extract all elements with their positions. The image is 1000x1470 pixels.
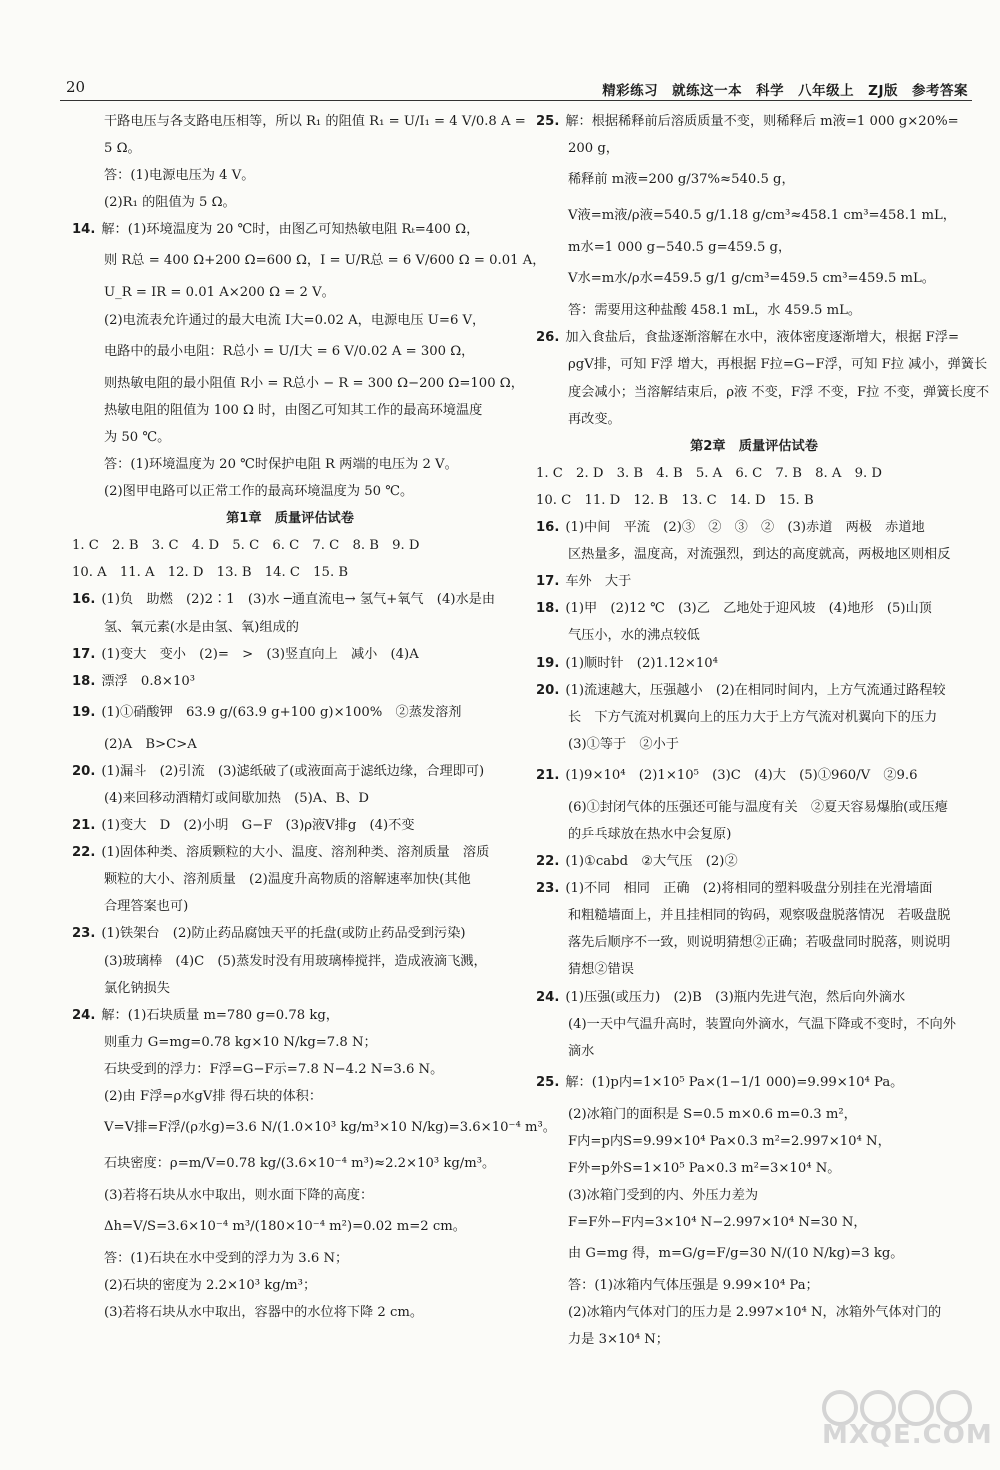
question-number: 18. bbox=[536, 601, 560, 617]
question-number: 23. bbox=[72, 926, 96, 942]
answer-line bbox=[72, 334, 508, 370]
answer-line bbox=[72, 559, 508, 586]
answer-text: 稀释前 m液=200 g/37%≈540.5 g， bbox=[568, 172, 795, 188]
answer-text: (1)压强(或压力) (2)B (3)瓶内先进气泡，然后向外滴水 bbox=[565, 989, 906, 1005]
question-number: 24. bbox=[72, 1007, 96, 1023]
answer-text: (1)顺时针 (2)1.12×10⁴ bbox=[565, 655, 718, 671]
question-number: 19. bbox=[72, 704, 96, 720]
answer-line bbox=[72, 1182, 508, 1209]
answer-text: (3)玻璃棒 (4)C (5)蒸发时没有用玻璃棒搅拌，造成液滴飞溅， bbox=[104, 953, 487, 969]
answer-line bbox=[536, 406, 972, 433]
answer-line bbox=[536, 1326, 972, 1353]
answer-text: (1)变大 D (2)小明 G−F (3)ρ液V排g (4)不变 bbox=[101, 818, 415, 834]
answer-line bbox=[536, 929, 972, 956]
answer-text: (1)①硝酸钾 63.9 g/(63.9 g+100 g)×100% ②蒸发溶剂 bbox=[101, 704, 462, 720]
question-number: 16. bbox=[536, 520, 560, 536]
answer-line bbox=[72, 1209, 508, 1245]
answer-line bbox=[72, 216, 508, 243]
answer-line bbox=[536, 108, 972, 135]
question-number: 25. bbox=[536, 1074, 560, 1090]
answer-text: 车外 大于 bbox=[565, 574, 632, 590]
answer-text: V=V排=F浮/(ρ水g)=3.6 N/(1.0×10³ kg/m³×10 N/kg)=3.6×10⁻⁴ m³。 bbox=[104, 1120, 556, 1136]
answer-line bbox=[72, 614, 508, 641]
answer-line bbox=[72, 279, 508, 306]
answer-line bbox=[536, 568, 972, 595]
answer-text: (2)电流表允许通过的最大电流 I大=0.02 A，电源电压 U=6 V， bbox=[104, 312, 486, 328]
question-number: 21. bbox=[536, 767, 560, 783]
question-number: 22. bbox=[72, 845, 96, 861]
answer-line bbox=[72, 695, 508, 731]
answer-text: 电路中的最小电阻：R总小 = U/I大 = 6 V/0.02 A = 300 Ω， bbox=[104, 343, 475, 359]
answer-line bbox=[536, 324, 972, 351]
question-number: 26. bbox=[536, 330, 560, 346]
answer-line bbox=[536, 297, 972, 324]
answer-line bbox=[72, 1110, 556, 1146]
question-number: 17. bbox=[72, 646, 96, 662]
question-number: 24. bbox=[536, 989, 560, 1005]
answer-text: Δh=V/S=3.6×10⁻⁴ m³/(180×10⁻⁴ m²)=0.02 m=2 cm。 bbox=[104, 1219, 466, 1235]
question-number: 18. bbox=[72, 673, 96, 689]
answer-text: 答：(1)电源电压为 4 V。 bbox=[104, 168, 255, 184]
answer-line bbox=[72, 162, 508, 189]
answer-text: (1)9×10⁴ (2)1×10⁵ (3)C (4)大 (5)①960/V ②9.6 bbox=[565, 767, 918, 783]
answer-text: F外=p外S=1×10⁵ Pa×0.3 m²=3×10⁴ N。 bbox=[568, 1161, 841, 1176]
answer-text: (2)冰箱门的面积是 S=0.5 m×0.6 m=0.3 m²， bbox=[568, 1106, 857, 1122]
answer-text: F=F外−F内=3×10⁴ N−2.997×10⁴ N=30 N， bbox=[568, 1215, 867, 1231]
answer-text: 石块受到的浮力：F浮=G−F示=7.8 N−4.2 N=3.6 N。 bbox=[104, 1061, 444, 1077]
question-number: 22. bbox=[536, 854, 560, 870]
answer-line bbox=[536, 1209, 972, 1236]
answer-line bbox=[536, 984, 972, 1011]
answer-line bbox=[536, 541, 972, 568]
right-column bbox=[536, 108, 990, 1354]
answer-text: F内=p内S=9.99×10⁴ Pa×0.3 m²=2.997×10⁴ N， bbox=[568, 1133, 891, 1149]
answer-text: 落先后顺序不一致，则说明猜想②正确；若吸盘同时脱落，则说明 bbox=[568, 935, 951, 951]
answer-line bbox=[536, 875, 972, 902]
answer-text: (2)由 F浮=ρ水gV排 得石块的体积： bbox=[104, 1089, 323, 1104]
answer-text: 区热量多，温度高，对流强烈，到达的高度就高，两极地区则相反 bbox=[568, 547, 951, 563]
answer-text: V液=m液/ρ液=540.5 g/1.18 g/cm³≈458.1 cm³=458.1 mL， bbox=[568, 208, 956, 224]
answer-line bbox=[72, 641, 508, 668]
answer-text: (1)变大 变小 (2)= > (3)竖直向上 减小 (4)A bbox=[101, 646, 419, 662]
answer-line bbox=[72, 1299, 508, 1326]
answer-text: 合理答案也可) bbox=[104, 899, 189, 915]
answer-text: 解：根据稀释前后溶质质量不变，则稀释后 m液=1 000 g×20%= bbox=[565, 114, 959, 129]
answer-text: (1)甲 (2)12 ℃ (3)乙 乙地处于迎风坡 (4)地形 (5)山顶 bbox=[565, 601, 932, 617]
answer-text: ρgV排，可知 F浮 增大，再根据 F拉=G−F浮，可知 F拉 减小，弹簧长 bbox=[568, 357, 988, 373]
answer-text: (1)中间 平流 (2)③ ② ③ ② (3)赤道 两极 赤道地 bbox=[565, 520, 925, 536]
answer-line bbox=[72, 1272, 508, 1299]
answer-text: 和粗糙墙面上，并且挂相同的钩码，观察吸盘脱落情况 若吸盘脱 bbox=[568, 908, 951, 924]
answer-text: 解：(1)p内=1×10⁵ Pa×(1−1/1 000)=9.99×10⁴ Pa。 bbox=[565, 1074, 904, 1090]
answer-text: (2)R₁ 的阻值为 5 Ω。 bbox=[104, 195, 236, 211]
answer-line bbox=[72, 785, 508, 812]
answer-line bbox=[72, 731, 508, 758]
question-number: 19. bbox=[536, 655, 560, 671]
section-heading bbox=[536, 433, 972, 460]
answer-text: (4)一天中气温升高时，装置向外滴水，气温下降或不变时，不向外 bbox=[568, 1016, 956, 1032]
answer-text: 则重力 G=mg=0.78 kg×10 N/kg=7.8 N； bbox=[104, 1034, 377, 1050]
answer-text: 氢、氧元素(水是由氢、氧)组成的 bbox=[104, 619, 299, 635]
answer-text: 气压小，水的沸点较低 bbox=[568, 628, 700, 644]
answer-text: (1)负 助燃 (2)2∶1 (3)水 ─通直流电→ 氢气+氧气 (4)水是由 bbox=[101, 592, 496, 608]
answer-line bbox=[536, 1236, 972, 1272]
watermark-logo bbox=[820, 1388, 993, 1458]
answer-line bbox=[536, 902, 972, 929]
answer-line bbox=[72, 307, 508, 334]
answer-text: (3)若将石块从水中取出，容器中的水位将下降 2 cm。 bbox=[104, 1305, 424, 1321]
answer-line bbox=[536, 848, 972, 875]
answer-text: 答：需要用这种盐酸 458.1 mL，水 459.5 mL。 bbox=[568, 303, 862, 319]
answer-line bbox=[536, 1128, 972, 1155]
answer-text: 石块密度：ρ=m/V=0.78 kg/(3.6×10⁻⁴ m³)≈2.2×10³ kg/m³。 bbox=[104, 1156, 496, 1172]
answer-line bbox=[72, 1002, 508, 1029]
answer-text: (2)石块的密度为 2.2×10³ kg/m³； bbox=[104, 1278, 317, 1294]
answer-text: (1)固体种类、溶质颗粒的大小、温度、溶剂种类、溶剂质量 溶质 bbox=[101, 845, 490, 861]
answer-line bbox=[72, 424, 508, 451]
answer-text: 10. C 11. D 12. B 13. C 14. D 15. B bbox=[536, 492, 814, 508]
answer-line bbox=[72, 1029, 508, 1056]
answer-text: (4)来回移动酒精灯或间歇加热 (5)A、B、D bbox=[104, 790, 369, 806]
answer-line bbox=[72, 948, 508, 975]
question-number: 16. bbox=[72, 592, 96, 608]
answer-text: (2)A B>C>A bbox=[104, 736, 197, 752]
answer-line bbox=[536, 1065, 972, 1101]
answer-text: 第2章 质量评估试卷 bbox=[690, 438, 818, 454]
answer-text: 则热敏电阻的最小阻值 R小 = R总小 − R = 300 Ω−200 Ω=100 Ω， bbox=[104, 375, 524, 391]
answer-text: (3)冰箱门受到的内、外压力差为 bbox=[568, 1188, 759, 1204]
answer-line bbox=[536, 704, 972, 731]
answer-line bbox=[72, 920, 508, 947]
answer-text: 氯化钠损失 bbox=[104, 980, 170, 996]
answer-text: 度会减小；当溶解结束后，ρ液 不变，F浮 不变，F拉 不变，弹簧长度不 bbox=[568, 384, 990, 400]
answer-text: (1)铁架台 (2)防止药品腐蚀天平的托盘(或防止药品受到污染) bbox=[101, 926, 466, 942]
answer-line bbox=[536, 622, 972, 649]
answer-text: (2)图甲电路可以正常工作的最高环境温度为 50 ℃。 bbox=[104, 484, 414, 500]
answer-line bbox=[536, 1011, 972, 1038]
answer-line bbox=[536, 487, 972, 514]
answer-text: (1)漏斗 (2)引流 (3)滤纸破了(或液面高于滤纸边缘，合理即可) bbox=[101, 763, 485, 779]
answer-line bbox=[72, 866, 508, 893]
answer-line bbox=[536, 1272, 972, 1299]
answer-line bbox=[72, 839, 508, 866]
answer-text: V水=m水/ρ水=459.5 g/1 g/cm³=459.5 cm³=459.5 mL。 bbox=[568, 271, 935, 287]
answer-text: 漂浮 0.8×10³ bbox=[101, 673, 196, 689]
answer-line bbox=[72, 189, 508, 216]
answer-line bbox=[536, 261, 972, 297]
answer-line bbox=[536, 379, 990, 406]
answer-text: (3)若将石块从水中取出，则水面下降的高度： bbox=[104, 1188, 374, 1204]
answer-text: 解：(1)环境温度为 20 ℃时，由图乙可知热敏电阻 Rₜ=400 Ω， bbox=[101, 222, 480, 238]
answer-line bbox=[536, 956, 972, 983]
answer-line bbox=[536, 135, 972, 162]
answer-line bbox=[536, 234, 972, 261]
answer-line bbox=[72, 451, 508, 478]
answer-line bbox=[72, 758, 508, 785]
answer-line bbox=[72, 668, 508, 695]
answer-line bbox=[72, 108, 526, 135]
answer-text: 猜想②错误 bbox=[568, 962, 634, 978]
answer-text: 10. A 11. A 12. D 13. B 14. C 15. B bbox=[72, 565, 349, 581]
answer-line bbox=[536, 351, 988, 378]
answer-text: (6)①封闭气体的压强还可能与温度有关 ②夏天容易爆胎(或压瘪 bbox=[568, 799, 948, 815]
answer-line bbox=[72, 532, 508, 559]
answer-text: 200 g， bbox=[568, 141, 619, 157]
page-number: 20 bbox=[66, 78, 86, 96]
answer-text: (3)①等于 ②小于 bbox=[568, 736, 679, 752]
running-title: 精彩练习 就练这一本 科学 八年级上 ZJ版 参考答案 bbox=[602, 83, 968, 99]
answer-line bbox=[72, 370, 524, 397]
answer-text: 滴水 bbox=[568, 1043, 595, 1059]
question-number: 21. bbox=[72, 818, 96, 834]
answer-text: U_R = IR = 0.01 A×200 Ω = 2 V。 bbox=[104, 285, 335, 301]
answer-line bbox=[72, 812, 508, 839]
answer-line bbox=[72, 1245, 508, 1272]
question-number: 17. bbox=[536, 574, 560, 590]
page-header bbox=[60, 78, 972, 101]
answer-text: 长 下方气流对机翼向上的压力大于上方气流对机翼向下的压力 bbox=[568, 709, 938, 725]
answer-text: 解：(1)石块质量 m=780 g=0.78 kg， bbox=[101, 1007, 339, 1023]
answer-line bbox=[72, 478, 508, 505]
answer-text: 再改变。 bbox=[568, 411, 621, 427]
question-number: 25. bbox=[536, 114, 560, 129]
answer-text: 由 G=mg 得，m=G/g=F/g=30 N/(10 N/kg)=3 kg。 bbox=[568, 1246, 904, 1262]
answer-text: (2)冰箱内气体对门的压力是 2.997×10⁴ N，冰箱外气体对门的 bbox=[568, 1305, 942, 1321]
answer-text: 1. C 2. D 3. B 4. B 5. A 6. C 7. B 8. A 9. D bbox=[536, 465, 882, 481]
answer-text: 答：(1)石块在水中受到的浮力为 3.6 N； bbox=[104, 1251, 349, 1267]
answer-line bbox=[72, 135, 508, 162]
answer-line bbox=[536, 514, 972, 541]
answer-line bbox=[536, 460, 972, 487]
question-number: 23. bbox=[536, 881, 560, 897]
answer-text: 答：(1)冰箱内气体压强是 9.99×10⁴ Pa； bbox=[568, 1278, 819, 1294]
answer-line bbox=[72, 893, 508, 920]
answer-text: 为 50 ℃。 bbox=[104, 429, 171, 445]
answer-line bbox=[72, 1056, 508, 1083]
answer-line bbox=[536, 1299, 972, 1326]
answer-line bbox=[536, 1182, 972, 1209]
answer-line bbox=[536, 794, 972, 821]
answer-text: 加入食盐后，食盐逐渐溶解在水中，液体密度逐渐增大，根据 F浮= bbox=[565, 330, 960, 346]
answer-line bbox=[72, 975, 508, 1002]
answer-line bbox=[536, 731, 972, 758]
answer-text: 力是 3×10⁴ N； bbox=[568, 1332, 669, 1348]
answer-line bbox=[536, 821, 972, 848]
answer-line bbox=[72, 586, 508, 613]
answer-line bbox=[536, 1155, 972, 1182]
section-heading bbox=[72, 505, 508, 532]
question-number: 20. bbox=[536, 682, 560, 698]
question-number: 20. bbox=[72, 763, 96, 779]
answer-text: 5 Ω。 bbox=[104, 141, 141, 157]
answer-text: 的乒乓球放在热水中会复原) bbox=[568, 826, 732, 842]
answer-line bbox=[536, 1101, 972, 1128]
answer-text: 热敏电阻的阻值为 100 Ω 时，由图乙可知其工作的最高环境温度 bbox=[104, 402, 483, 418]
answer-text: m水=1 000 g−540.5 g=459.5 g， bbox=[568, 240, 792, 256]
question-number: 14. bbox=[72, 222, 96, 238]
watermark-text: MXQE.COM bbox=[822, 1420, 993, 1450]
answer-text: (1)流速越大，压强越小 (2)在相同时间内，上方气流通过路程较 bbox=[565, 682, 946, 698]
answer-line bbox=[72, 243, 546, 279]
answer-line bbox=[536, 677, 972, 704]
answer-line bbox=[536, 162, 972, 198]
answer-text: 则 R总 = 400 Ω+200 Ω=600 Ω，I = U/R总 = 6 V/600 Ω = 0.01 A， bbox=[104, 253, 546, 269]
answer-text: 答：(1)环境温度为 20 ℃时保护电阻 R 两端的电压为 2 V。 bbox=[104, 456, 458, 472]
answer-text: (1)①cabd ②大气压 (2)② bbox=[565, 854, 738, 870]
answer-line bbox=[536, 1038, 972, 1065]
answer-line bbox=[72, 1146, 508, 1182]
answer-line bbox=[536, 758, 972, 794]
answer-text: 1. C 2. B 3. C 4. D 5. C 6. C 7. C 8. B 9. D bbox=[72, 538, 420, 554]
answer-line bbox=[72, 397, 508, 424]
answer-line bbox=[536, 595, 972, 622]
answer-text: 第1章 质量评估试卷 bbox=[226, 511, 354, 527]
answer-line bbox=[72, 1083, 508, 1110]
answer-text: 颗粒的大小、溶剂质量 (2)温度升高物质的溶解速率加快(其他 bbox=[104, 872, 471, 888]
answer-text: 干路电压与各支路电压相等，所以 R₁ 的阻值 R₁ = U/I₁ = 4 V/0.8 A = bbox=[104, 114, 526, 129]
answer-line bbox=[536, 650, 972, 677]
answer-text: (1)不同 相同 正确 (2)将相同的塑料吸盘分别挂在光滑墙面 bbox=[565, 881, 933, 897]
answer-line bbox=[536, 198, 972, 234]
